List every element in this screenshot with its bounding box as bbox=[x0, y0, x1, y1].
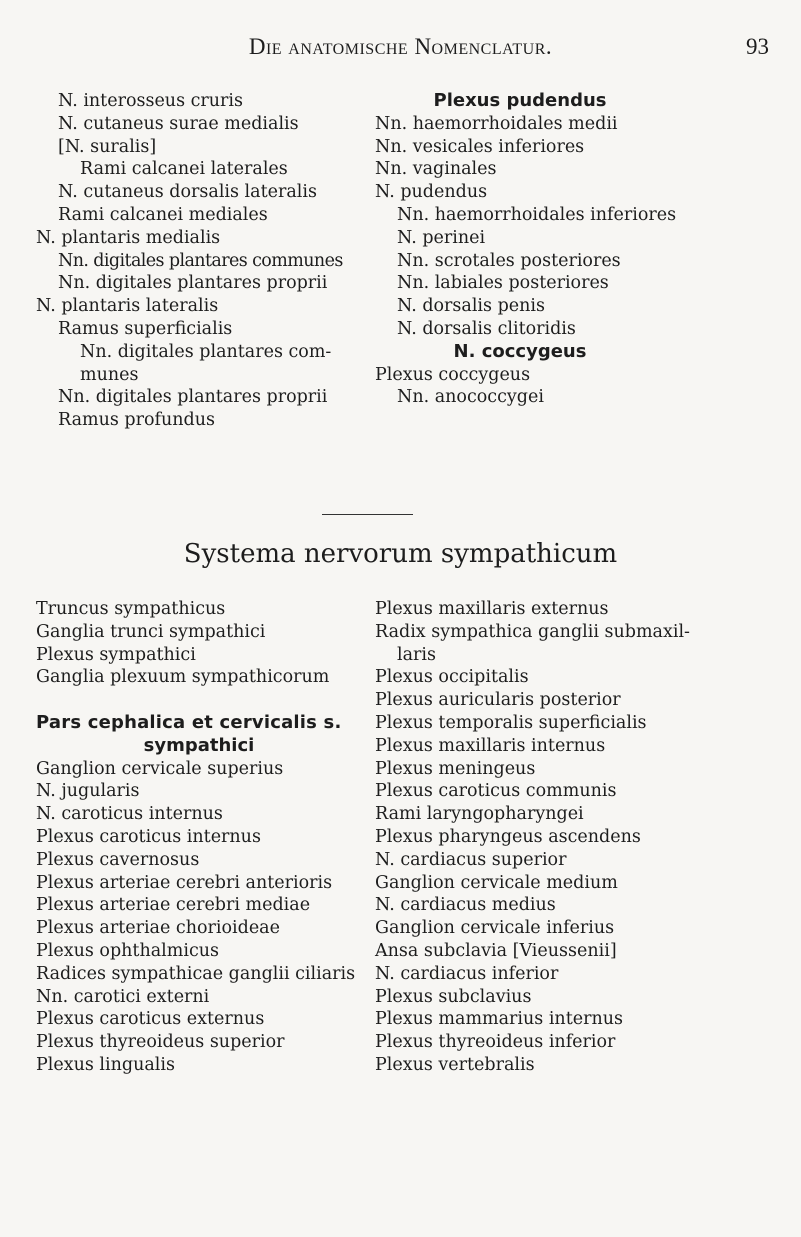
section-heading: N. coccygeus bbox=[453, 340, 587, 362]
index-entry: Radix sympathica ganglii submaxil- bbox=[375, 621, 690, 642]
index-entry: Plexus auricularis posterior bbox=[375, 690, 621, 711]
index-entry: Plexus thyreoideus superior bbox=[36, 1032, 285, 1053]
index-entry: Nn. labiales posteriores bbox=[397, 273, 609, 294]
index-entry: N. dorsalis penis bbox=[397, 296, 545, 317]
index-entry: N. pudendus bbox=[375, 182, 488, 203]
index-entry: Nn. vaginales bbox=[375, 159, 497, 180]
index-entry: N. cutaneus dorsalis lateralis bbox=[58, 182, 317, 203]
index-entry: N. plantaris medialis bbox=[36, 227, 221, 248]
index-entry: Plexus caroticus communis bbox=[375, 781, 617, 802]
index-entry: Nn. digitales plantares com- bbox=[80, 341, 332, 362]
top-right-column bbox=[375, 90, 705, 409]
index-entry: N. plantaris lateralis bbox=[36, 296, 219, 317]
bottom-left-column bbox=[36, 598, 362, 1077]
index-entry: Plexus maxillaris internus bbox=[375, 735, 606, 756]
index-entry: Nn. anococcygei bbox=[397, 387, 544, 408]
index-entry: Plexus caroticus externus bbox=[36, 1009, 265, 1030]
index-entry: Plexus ophthalmicus bbox=[36, 940, 219, 961]
index-entry: Nn. digitales plantares proprii bbox=[58, 273, 328, 294]
index-entry: Nn. digitales plantares communes bbox=[58, 250, 343, 271]
section-heading: Plexus pudendus bbox=[433, 90, 607, 111]
index-entry: N. cutaneus surae medialis bbox=[58, 113, 299, 134]
index-entry: Plexus meningeus bbox=[375, 758, 536, 779]
index-entry: Plexus maxillaris externus bbox=[375, 599, 609, 619]
index-entry: N. dorsalis clitoridis bbox=[397, 318, 576, 339]
index-entry: Ganglion cervicale medium bbox=[375, 872, 618, 893]
index-entry: Ramus profundus bbox=[58, 410, 215, 431]
running-title: Die anatomische Nomenclatur. bbox=[248, 34, 553, 59]
index-entry: Plexus thyreoideus inferior bbox=[375, 1032, 616, 1053]
top-left-column bbox=[36, 90, 343, 432]
index-entry: Ganglion cervicale inferius bbox=[375, 918, 615, 939]
bottom-right-column bbox=[375, 598, 737, 1077]
index-entry: Plexus coccygeus bbox=[375, 364, 531, 385]
index-entry: N. jugularis bbox=[36, 781, 140, 802]
index-entry: laris bbox=[397, 644, 436, 665]
index-entry: Nn. digitales plantares proprii bbox=[58, 387, 328, 408]
index-entry: Ansa subclavia [Vieussenii] bbox=[375, 940, 617, 961]
index-entry: Ganglia plexuum sympathicorum bbox=[36, 667, 330, 688]
index-entry: N. perinei bbox=[397, 227, 486, 248]
page-number: 93 bbox=[746, 34, 769, 59]
index-entry: Radices sympathicae ganglii ciliaris bbox=[36, 963, 356, 984]
section-heading: Pars cephalica et cervicalis s. bbox=[36, 711, 342, 733]
index-entry: Ganglia trunci sympathici bbox=[36, 621, 266, 642]
index-entry: Plexus arteriae cerebri mediae bbox=[36, 895, 311, 916]
index-entry: Truncus sympathicus bbox=[36, 599, 226, 619]
index-entry: Plexus lingualis bbox=[36, 1054, 175, 1075]
running-header bbox=[30, 34, 771, 64]
index-entry: Plexus arteriae chorioideae bbox=[36, 918, 280, 939]
index-entry: Ramus superficialis bbox=[58, 318, 233, 339]
index-entry: Rami calcanei mediales bbox=[58, 204, 268, 225]
index-entry: Plexus mammarius internus bbox=[375, 1009, 623, 1030]
index-entry: Plexus subclavius bbox=[375, 986, 532, 1007]
index-entry: N. interosseus cruris bbox=[58, 91, 243, 111]
section-heading: sympathici bbox=[143, 734, 255, 756]
index-entry: Rami calcanei laterales bbox=[80, 159, 288, 180]
index-entry: Nn. haemorrhoidales medii bbox=[375, 113, 618, 134]
index-entry: Plexus vertebralis bbox=[375, 1054, 535, 1075]
index-entry: N. cardiacus inferior bbox=[375, 963, 559, 984]
index-entry: Plexus occipitalis bbox=[375, 667, 529, 688]
index-entry: Nn. haemorrhoidales inferiores bbox=[397, 204, 677, 225]
index-entry: Plexus temporalis superficialis bbox=[375, 712, 647, 733]
index-entry: Ganglion cervicale superius bbox=[36, 758, 284, 779]
index-entry: Nn. carotici externi bbox=[36, 986, 210, 1007]
index-entry: N. cardiacus medius bbox=[375, 895, 556, 916]
index-entry: Plexus arteriae cerebri anterioris bbox=[36, 872, 333, 893]
index-entry: [N. suralis] bbox=[58, 136, 157, 157]
index-entry: N. caroticus internus bbox=[36, 804, 223, 825]
index-entry: Plexus sympathici bbox=[36, 644, 196, 665]
index-entry bbox=[36, 689, 362, 712]
index-entry: Rami laryngopharyngei bbox=[375, 804, 584, 825]
section-divider bbox=[322, 514, 413, 515]
index-entry: munes bbox=[80, 364, 139, 385]
index-entry: Plexus cavernosus bbox=[36, 849, 200, 870]
index-entry: Plexus pharyngeus ascendens bbox=[375, 826, 641, 847]
index-entry: Plexus caroticus internus bbox=[36, 826, 261, 847]
section-title: Systema nervorum sympathicum bbox=[183, 539, 618, 569]
index-entry: Nn. scrotales posteriores bbox=[397, 250, 621, 271]
index-entry: N. cardiacus superior bbox=[375, 849, 567, 870]
index-entry: Nn. vesicales inferiores bbox=[375, 136, 585, 157]
